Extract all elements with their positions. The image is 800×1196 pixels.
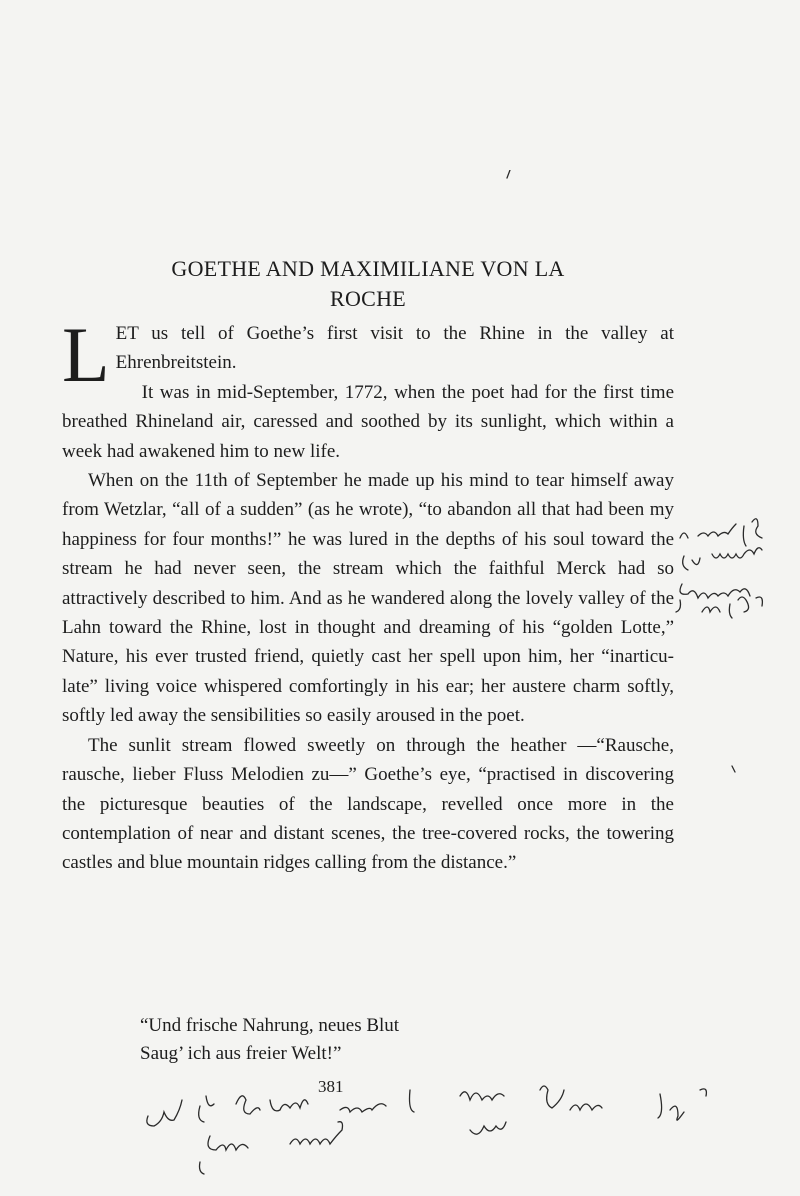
paragraph-3: When on the 11th of September he made up his mind to tear himself away from Wetzlar, “all of a sudden” (as he wrote), “to abandon all that had been my happiness for four months!” he was lured in the depths of his soul toward the stream he had never seen, the stream which the faithful Merck had so attractively described to him. And as he wandered along the lovely valley of the Lahn toward the Rhine, lost in thought and dreaming of his “golden Lotte,” Nature, his ever trusted friend, quietly cast her spell upon him, her “inarticu-late” living voice whispered comfortingly in his ear; her austere charm softly, softly led away the sensibilities so easily aroused in the poet. (62, 470, 674, 727)
chapter-title-line-1: GOETHE AND MAXIMILIANE VON LA (171, 256, 565, 281)
verse-line-1: “Und frische Nahrung, neues Blut (140, 1015, 400, 1036)
stray-marks (500, 170, 760, 790)
drop-cap: L (62, 311, 110, 398)
page-number: 381 (318, 1077, 344, 1096)
bottom-handwriting (140, 1080, 740, 1176)
verse-quote (140, 1012, 399, 1068)
verse-line-2: Saug’ ich aus freier Welt!” (140, 1043, 342, 1064)
paragraph-4: The sunlit stream flowed sweetly on through the heather —“Rausche, rausche, lieber Fluss Melodien zu—” Goethe’s eye, “practised in discovering the picturesque beauties of the landscape, revelled once more in the contemplation of near and distant scenes, the tree-covered rocks, the towering castles and blue mountain ridges calling from the distance.” (62, 734, 674, 874)
paragraph-2: It was in mid-September, 1772, when the poet had for the first time breathed Rhineland air, caressed and soothed by its sunlight, which within a week had awakened him to new life. (62, 381, 674, 462)
paragraph-1-text: ET us tell of Goethe’s first visit to the Rhine in the valley at Ehrenbreitstein. (115, 323, 674, 374)
chapter-title-line-2: ROCHE (329, 286, 407, 311)
